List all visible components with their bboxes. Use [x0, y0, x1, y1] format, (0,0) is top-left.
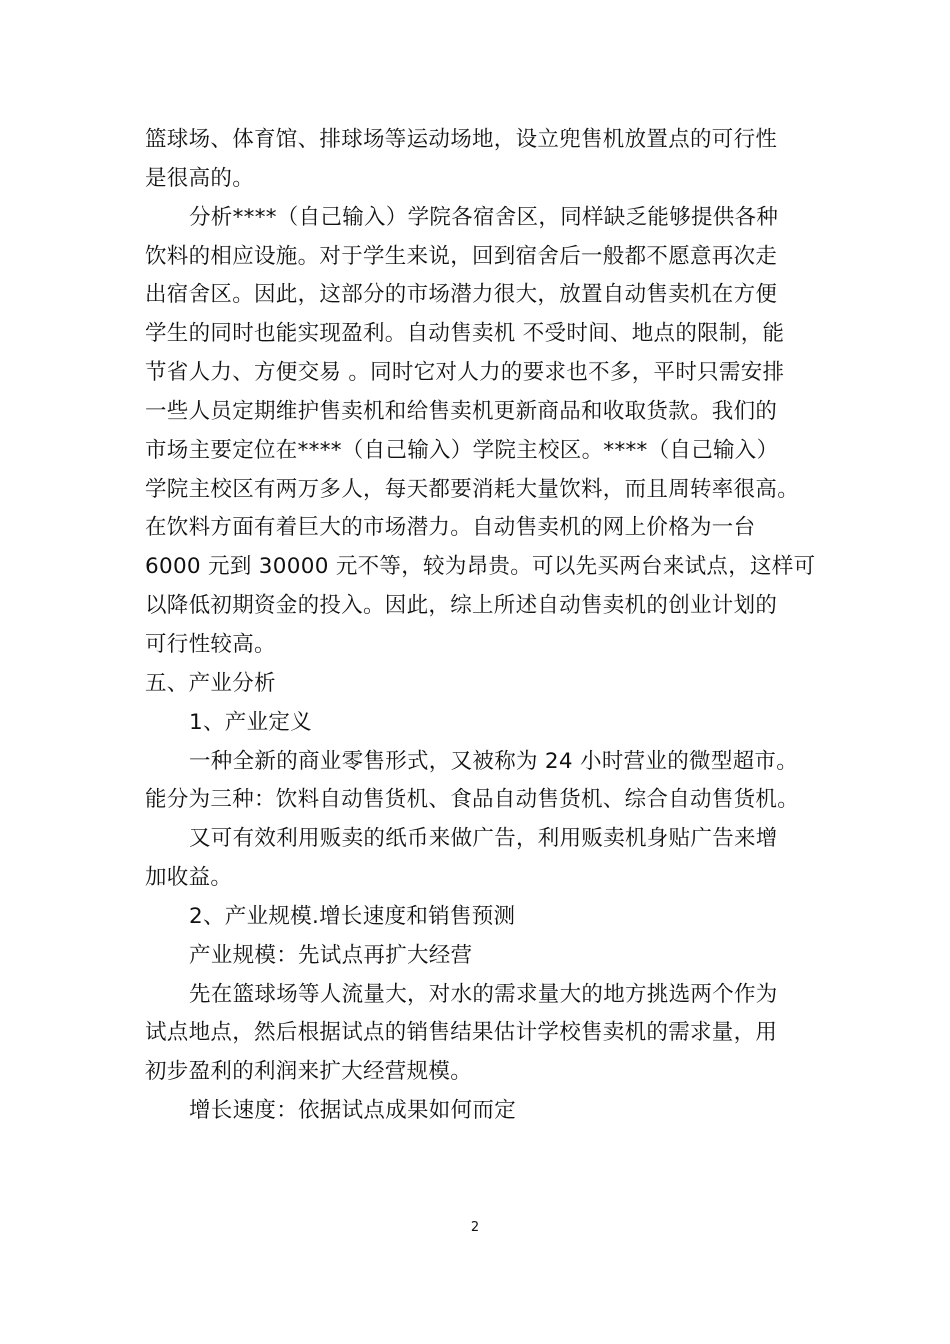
text-line: 1、产业定义: [189, 709, 312, 735]
text-line: 节省人力、方便交易 。同时它对人力的要求也不多，平时只需安排: [145, 360, 785, 386]
page-number: 2: [470, 1220, 480, 1235]
text-line: 出宿舍区。因此，这部分的市场潜力很大，放置自动售卖机在方便: [145, 282, 778, 308]
text-line: 是很高的。: [145, 165, 255, 191]
text-line: 增长速度：依据试点成果如何而定: [189, 1098, 517, 1124]
text-line: 饮料的相应设施。对于学生来说，回到宿舍后一般都不愿意再次走: [145, 243, 778, 269]
text-line: 试点地点，然后根据试点的销售结果估计学校售卖机的需求量，用: [145, 1020, 778, 1046]
text-line: 在饮料方面有着巨大的市场潜力。自动售卖机的网上价格为一台: [145, 515, 756, 541]
document-body: [145, 121, 816, 1131]
text-line: 以降低初期资金的投入。因此，综上所述自动售卖机的创业计划的: [145, 593, 778, 619]
text-line: 又可有效利用贩卖的纸币来做广告，利用贩卖机身贴广告来增: [189, 826, 778, 852]
text-line: 五、产业分析: [145, 670, 276, 696]
text-line: 学院主校区有两万多人，每天都要消耗大量饮料，而且周转率很高。: [145, 476, 800, 502]
text-line: 加收益。: [145, 865, 233, 891]
text-line: 一种全新的商业零售形式，又被称为 24 小时营业的微型超市。: [189, 748, 799, 774]
text-line: 分析****（自己输入）学院各宿舍区，同样缺乏能够提供各种: [189, 204, 779, 230]
text-line: 先在篮球场等人流量大，对水的需求量大的地方挑选两个作为: [189, 981, 778, 1007]
text-line: 初步盈利的利润来扩大经营规模。: [145, 1059, 473, 1085]
text-line: 6000 元到 30000 元不等，较为昂贵。可以先买两台来试点，这样可: [145, 554, 816, 580]
text-line: 篮球场、体育馆、排球场等运动场地，设立兜售机放置点的可行性: [145, 127, 778, 152]
text-line: 能分为三种：饮料自动售货机、食品自动售货机、综合自动售货机。: [145, 787, 800, 813]
text-line: 产业规模：先试点再扩大经营: [189, 942, 473, 968]
text-line: 一些人员定期维护售卖机和给售卖机更新商品和收取货款。我们的: [145, 398, 778, 424]
text-line: 可行性较高。: [145, 631, 276, 657]
text-line: 2、产业规模.增长速度和销售预测: [189, 903, 516, 929]
text-line: 学生的同时也能实现盈利。自动售卖机 不受时间、地点的限制，能: [145, 321, 785, 347]
text-line: 市场主要定位在****（自己输入）学院主校区。****（自己输入）: [145, 437, 779, 463]
